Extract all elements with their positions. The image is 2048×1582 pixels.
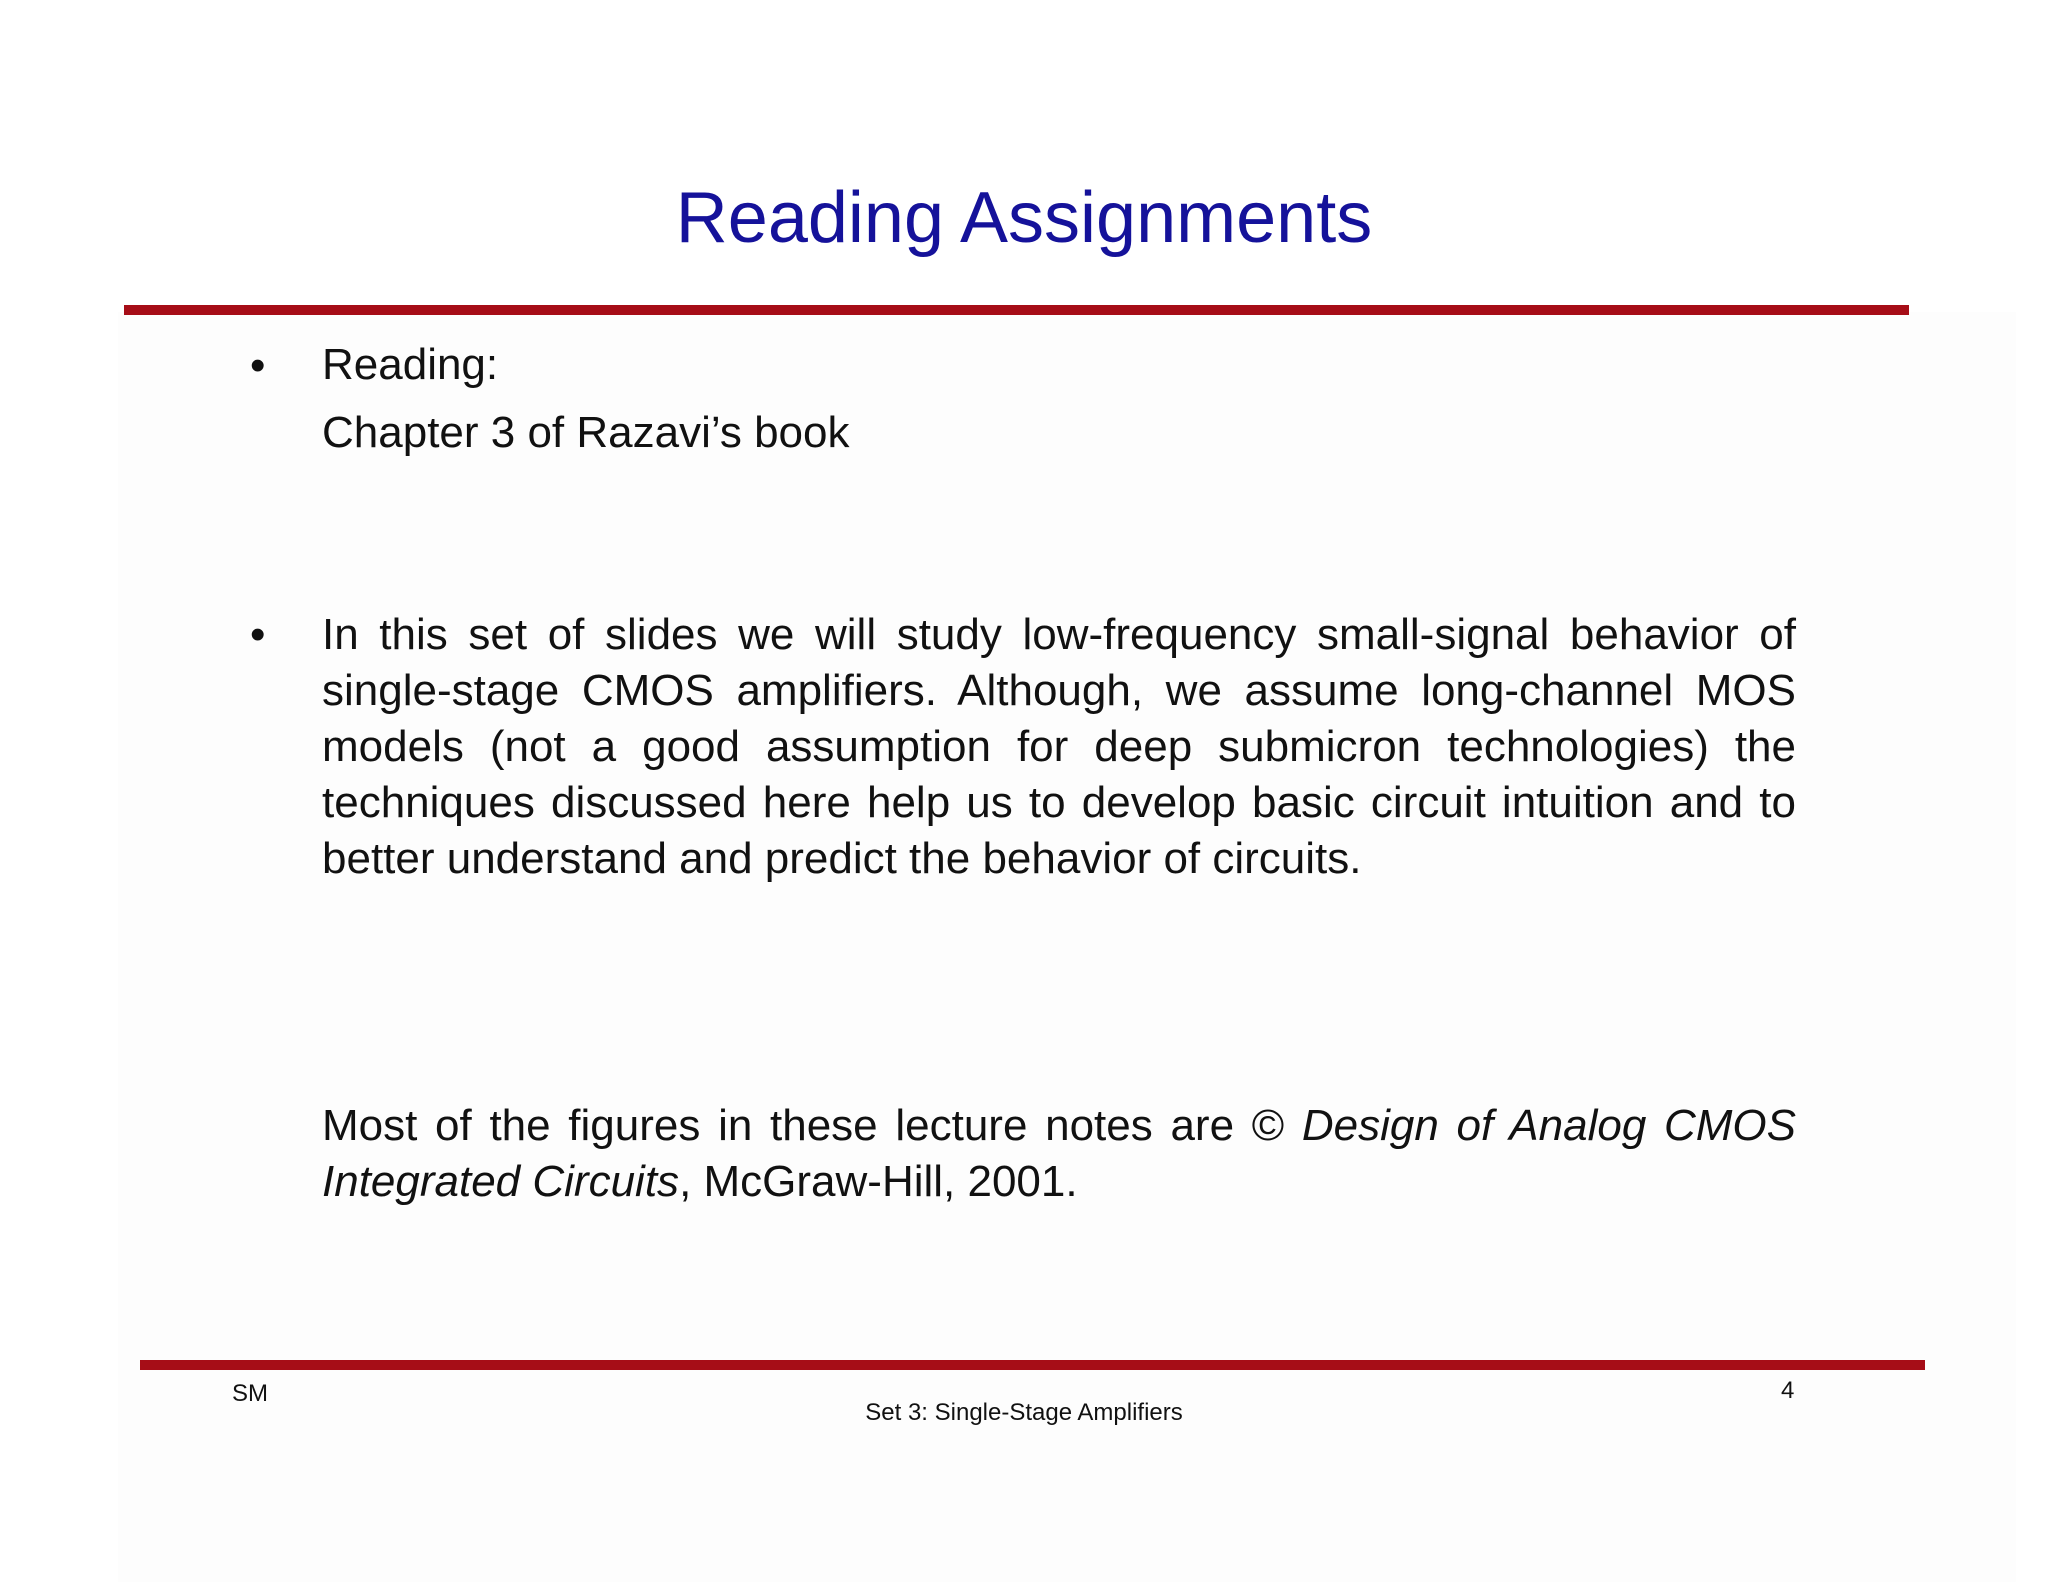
reading-book: Chapter 3 of Razavi’s book — [322, 408, 850, 457]
summary-paragraph: In this set of slides we will study low-frequency small-signal behavior of single-stage CMOS amplifiers. Although, we assume long-channel MOS models (not a good assumption for deep submicron technologies) the techniques discussed here help us to develop basic circuit intuition and to better understand and predict the behavior of circuits. — [322, 610, 1796, 883]
footer-course-title: Set 3: Single-Stage Amplifiers — [865, 1399, 1183, 1426]
page-number: 4 — [1781, 1377, 1795, 1404]
copyright-suffix: , McGraw-Hill, 2001. — [679, 1157, 1078, 1206]
footer-author: SM — [232, 1380, 268, 1407]
title-divider — [124, 305, 1909, 315]
reading-label: Reading: — [322, 340, 499, 389]
copyright-paragraph — [322, 1098, 1796, 1210]
summary-bullet: • — [250, 610, 266, 659]
content-background — [118, 312, 2016, 1582]
reading-bullet: • — [250, 341, 266, 390]
book-title: Design of Analog CMOS Integrated Circuits — [322, 1101, 1796, 1206]
footer-divider — [140, 1360, 1925, 1370]
copyright-prefix: Most of the figures in these lecture notes are © — [322, 1101, 1302, 1150]
slide-title: Reading Assignments — [675, 178, 1373, 258]
